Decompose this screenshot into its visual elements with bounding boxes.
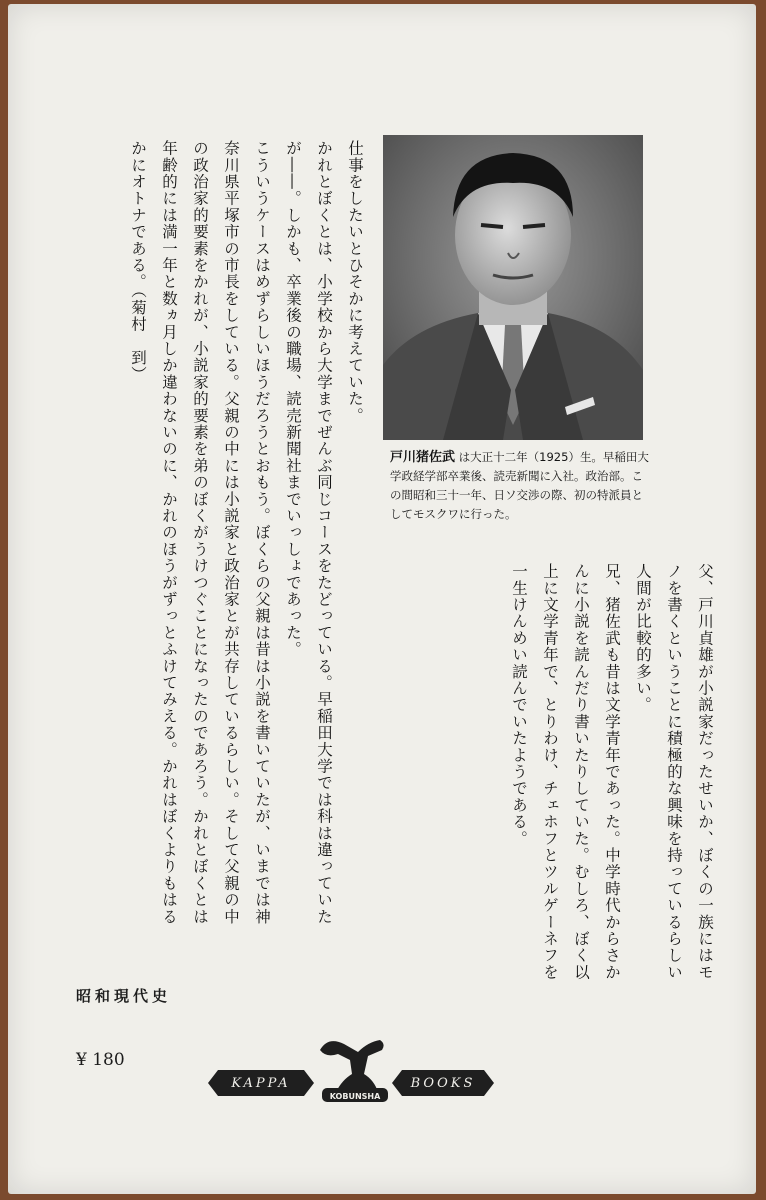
essay-body-main: 仕事をしたいとひそかに考えていた。 かれとぼくとは、小学校から大学までぜんぶ同じコースをたどっている。早稲田大学では科は違っていたが――。しかも、卒業後の職場、読売新聞社までいっしょであった。 こういうケースはめずらしいほうだろうとおもう。ぼくらの父親は昔は小説を書いていたが、いまでは神奈川県平塚市の市長をしている。父親の中には小説家と政治家とが共存しているらしい。そして父親の中の政治家的要素をかれが、小説家的要素を弟のぼくがうけつぐことになったのであろう。かれとぼくとは年齢的には満一年と数ヵ月しか違わないのに、かれのほうがずっとふけてみえる。かれはぼくよりもはるかにオトナである。（菊村 到） <box>129 140 364 925</box>
kappa-badge: KAPPA <box>218 1070 304 1096</box>
books-badge: BOOKS <box>402 1070 484 1096</box>
price-label: ¥ 180 <box>76 1050 125 1070</box>
author-name: 戸川猪佐武 <box>390 450 456 465</box>
series-title: 昭和現代史 <box>76 987 172 1005</box>
author-portrait-photo <box>383 135 643 440</box>
author-caption <box>390 448 650 524</box>
logo-text: KOBUNSHA <box>329 1092 381 1101</box>
kobunsha-logo-icon <box>314 1030 396 1110</box>
author-bio: は大正十二年（1925）生。早稲田大学政経学部卒業後、読売新聞に入社。政治部。この間昭和三十一年、日ソ交渉の際、初の特派員としてモスクワに行った。 <box>390 450 649 521</box>
essay-body-right: 父、戸川貞雄が小説家だったせいか、ぼくの一族にはモノを書くということに積極的な興味を持っているらしい人間が比較的多い。 兄、猪佐武も昔は文学青年であった。中学時代からさかんに小説を読んだり書いたりしていた。むしろ、ぼく以上に文学青年で、とりわけ、チェホフとツルゲーネフを一生けんめい読んでいたようである。 <box>510 563 714 981</box>
